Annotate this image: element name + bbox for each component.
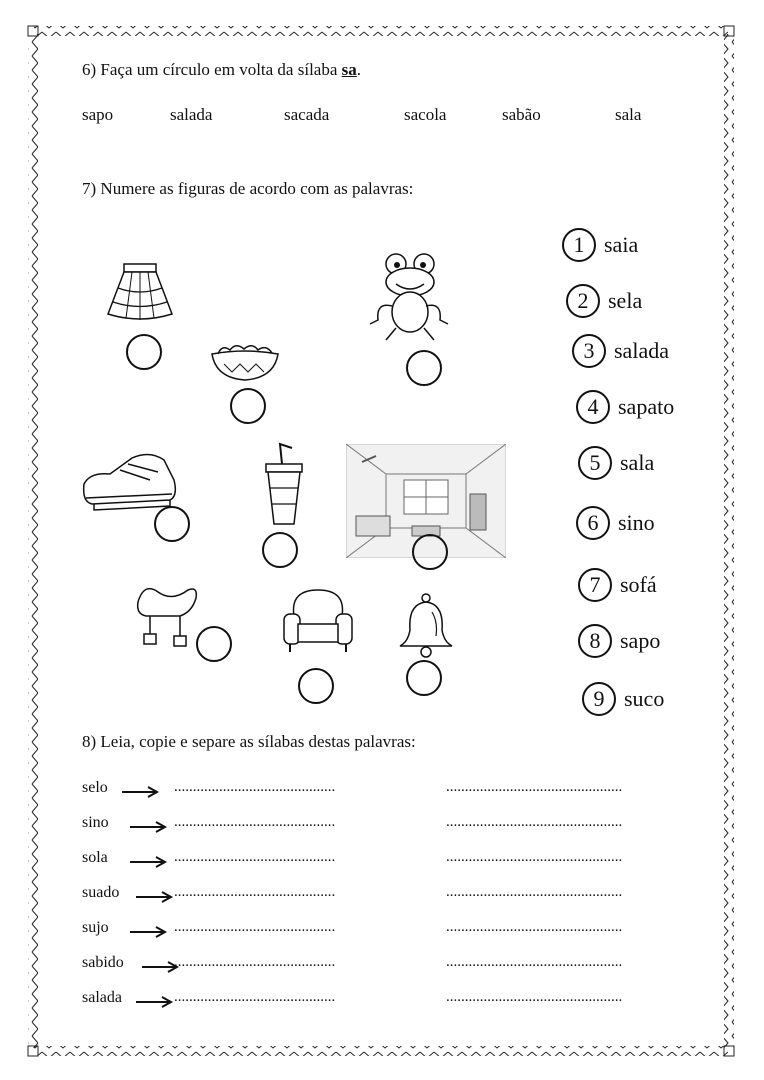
answer-circle-frog[interactable]: [406, 350, 442, 386]
number-circle: 7: [578, 568, 612, 602]
copy-line[interactable]: ...........................................: [174, 884, 336, 900]
copy-line[interactable]: ...........................................: [174, 954, 336, 970]
skirt-picture: [102, 262, 178, 328]
word-label: saia: [604, 232, 639, 257]
syllable-line[interactable]: ...............................................: [446, 954, 623, 970]
syllable-line[interactable]: ...............................................: [446, 779, 623, 795]
number-circle: 6: [576, 506, 610, 540]
word-list-item: [566, 284, 642, 318]
copy-line[interactable]: ...........................................: [174, 779, 336, 795]
word-list-item: [562, 228, 638, 262]
word-label: salada: [614, 338, 669, 363]
bell-picture: [398, 592, 454, 658]
q8-word: sola: [82, 849, 108, 866]
answer-circle-salad[interactable]: [230, 388, 266, 424]
syllable-line[interactable]: ...............................................: [446, 849, 623, 865]
saddle-picture: [132, 582, 202, 656]
number-circle: 3: [572, 334, 606, 368]
answer-circle-saddle[interactable]: [196, 626, 232, 662]
number-circle: 5: [578, 446, 612, 480]
word-label: suco: [624, 686, 665, 711]
q6-word: sacola: [404, 105, 447, 124]
word-label: sino: [618, 510, 655, 535]
q8-word: salada: [82, 989, 122, 1006]
q8-title: 8) Leia, copie e separe as sílabas destas palavras:: [82, 732, 416, 751]
salad-bowl-picture: [208, 340, 282, 382]
answer-circle-living-room[interactable]: [412, 534, 448, 570]
q7-title: 7) Numere as figuras de acordo com as palavras:: [82, 179, 414, 198]
word-list-item: [576, 506, 655, 540]
copy-line[interactable]: ...........................................: [174, 919, 336, 935]
q6-title: [82, 60, 361, 80]
q8-word: sino: [82, 814, 109, 831]
copy-line[interactable]: ...........................................: [174, 849, 336, 865]
q6-suffix: .: [356, 60, 362, 79]
answer-circle-skirt[interactable]: [126, 334, 162, 370]
q8-word: suado: [82, 884, 120, 901]
arrow-icon: [130, 820, 168, 834]
word-label: sela: [608, 288, 643, 313]
arrow-icon: [130, 855, 168, 869]
answer-circle-armchair[interactable]: [298, 668, 334, 704]
syllable-line[interactable]: ...............................................: [446, 814, 623, 830]
word-label: sapato: [618, 394, 675, 419]
number-circle: 1: [562, 228, 596, 262]
q6-syllable: sa: [341, 60, 357, 79]
syllable-line[interactable]: ...............................................: [446, 884, 623, 900]
q6-word: sala: [615, 105, 642, 124]
arrow-icon: [136, 890, 174, 904]
q6-word: sapo: [82, 105, 114, 124]
number-circle: 2: [566, 284, 600, 318]
arrow-icon: [136, 995, 174, 1009]
armchair-picture: [282, 586, 354, 656]
q8-word: sabido: [82, 954, 124, 971]
answer-circle-bell[interactable]: [406, 660, 442, 696]
answer-circle-juice[interactable]: [262, 532, 298, 568]
q8-word: selo: [82, 779, 108, 796]
answer-circle-shoe[interactable]: [154, 506, 190, 542]
q6-prefix: 6) Faça um círculo em volta da sílaba: [82, 60, 342, 79]
shoe-picture: [80, 450, 180, 514]
arrow-icon: [130, 925, 168, 939]
copy-line[interactable]: ...........................................: [174, 989, 336, 1005]
word-label: sapo: [620, 628, 661, 653]
number-circle: 8: [578, 624, 612, 658]
frog-picture: [364, 250, 456, 346]
q8-word: sujo: [82, 919, 109, 936]
q6-word: sacada: [284, 105, 330, 124]
number-circle: 9: [582, 682, 616, 716]
word-label: sala: [620, 450, 655, 475]
word-list-item: [578, 446, 654, 480]
copy-line[interactable]: ...........................................: [174, 814, 336, 830]
word-list-item: [576, 390, 674, 424]
word-label: sofá: [620, 572, 657, 597]
number-circle: 4: [576, 390, 610, 424]
syllable-line[interactable]: ...............................................: [446, 919, 623, 935]
juice-cup-picture: [262, 442, 306, 526]
word-list-item: [582, 682, 664, 716]
word-list-item: [578, 624, 660, 658]
word-list-item: [578, 568, 657, 602]
q6-word: salada: [170, 105, 213, 124]
syllable-line[interactable]: ...............................................: [446, 989, 623, 1005]
word-list-item: [572, 334, 669, 368]
q6-word: sabão: [502, 105, 541, 124]
arrow-icon: [122, 785, 160, 799]
